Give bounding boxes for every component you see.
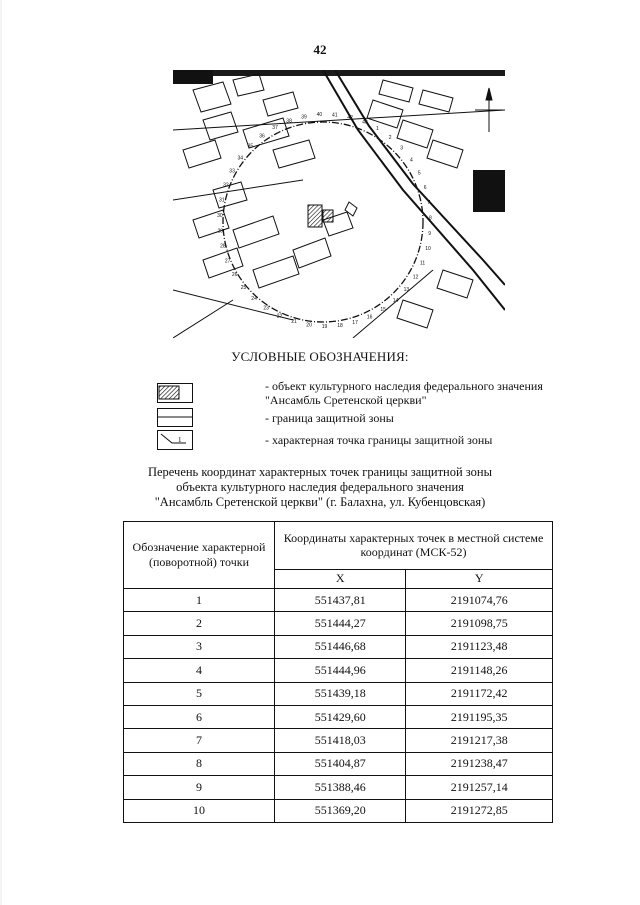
cell-y: 2191238,47 — [406, 752, 553, 775]
boundary-point-label: 38 — [286, 118, 292, 125]
legend-symbol-hatched — [157, 383, 193, 403]
coordinates-table — [123, 521, 553, 823]
cell-n: 5 — [124, 682, 275, 705]
cell-n: 1 — [124, 589, 275, 612]
boundary-point-label: 34 — [237, 155, 244, 162]
heritage-object-2 — [323, 210, 333, 222]
boundary-point-label: 16 — [366, 314, 373, 321]
boundary-point-label: 35 — [247, 143, 254, 150]
col-y-header: Y — [406, 569, 553, 588]
svg-text:1: 1 — [178, 436, 182, 444]
boundary-point-label: 6 — [423, 185, 427, 191]
boundary-point-label: 30 — [217, 212, 223, 219]
table-row — [124, 659, 553, 682]
boundary-point-label: 3 — [400, 145, 403, 152]
cell-x: 551437,81 — [275, 589, 406, 612]
cell-x: 551418,03 — [275, 729, 406, 752]
boundary-point-label: 4 — [410, 157, 413, 164]
cell-x: 551444,96 — [275, 659, 406, 682]
list-title-line3: "Ансамбль Сретенской церкви" (г. Балахна, ул. Кубенцовская) — [154, 495, 486, 509]
boundary-point-label: 39 — [301, 114, 307, 121]
legend-title: УСЛОВНЫЕ ОБОЗНАЧЕНИЯ: — [231, 349, 409, 364]
cell-y: 2191148,26 — [406, 659, 553, 682]
cell-y: 2191217,38 — [406, 729, 553, 752]
cell-n: 9 — [124, 776, 275, 799]
cell-y: 2191074,76 — [406, 589, 553, 612]
boundary-point-label: 11 — [420, 260, 426, 267]
map-dark-corner — [173, 70, 213, 84]
hatched-object-icon — [158, 384, 192, 402]
boundary-point-label: 12 — [412, 274, 419, 281]
list-title-line1: Перечень координат характерных точек границы защитной зоны — [147, 465, 493, 479]
cell-x: 551388,46 — [275, 776, 406, 799]
col-point-header: Обозначение характерной (поворотной) точки — [124, 522, 275, 589]
cell-x: 551439,18 — [275, 682, 406, 705]
building-parcels — [173, 74, 505, 338]
boundary-point-label: 28 — [220, 243, 226, 250]
boundary-point-label: 20 — [306, 322, 312, 329]
table-row — [124, 612, 553, 635]
legend-symbol-point — [157, 430, 193, 450]
boundary-point-label: 5 — [417, 170, 421, 177]
boundary-point-label: 8 — [429, 215, 432, 222]
legend-text-object: - объект культурного наследия федерального значения "Ансамбль Сретенской церкви" — [265, 379, 543, 407]
boundary-point-label: 2 — [388, 134, 392, 141]
heritage-object — [308, 205, 322, 227]
cell-y: 2191195,35 — [406, 705, 553, 728]
boundary-point-label: 21 — [291, 319, 297, 326]
north-arrow — [475, 88, 503, 132]
boundary-point-label: 24 — [251, 296, 257, 303]
boundary-point-label: 42 — [347, 114, 353, 121]
col-coords-header: Координаты характерных точек в местной системе координат (МСК-52) — [275, 522, 553, 570]
table-row — [124, 705, 553, 728]
table-row — [124, 799, 553, 822]
cell-n: 7 — [124, 729, 275, 752]
cell-y: 2191172,42 — [406, 682, 553, 705]
cell-x: 551444,27 — [275, 612, 406, 635]
boundary-point-label: 14 — [392, 297, 399, 304]
cell-x: 551429,60 — [275, 705, 406, 728]
boundary-point-label: 19 — [321, 324, 328, 330]
legend-text-point: - характерная точка границы защитной зоны — [265, 433, 493, 447]
cell-n: 8 — [124, 752, 275, 775]
cell-x: 551446,68 — [275, 635, 406, 658]
boundary-point-label: 1 — [376, 126, 379, 133]
boundary-point-label: 18 — [337, 323, 343, 330]
legend-text-boundary: - граница защитной зоны — [265, 411, 394, 425]
cell-y: 2191123,48 — [406, 635, 553, 658]
cell-n: 3 — [124, 635, 275, 658]
cell-x: 551404,87 — [275, 752, 406, 775]
boundary-point-label: 40 — [316, 112, 323, 119]
boundary-point-label: 31 — [219, 197, 225, 204]
boundary-point-label: 26 — [231, 272, 238, 279]
boundary-point-label: 10 — [425, 246, 431, 253]
scan-edge — [0, 0, 2, 905]
table-row — [124, 635, 553, 658]
boundary-point-label: 25 — [240, 284, 247, 291]
boundary-point-label: 17 — [352, 319, 358, 326]
cell-n: 4 — [124, 659, 275, 682]
cell-x: 551369,20 — [275, 799, 406, 822]
col-x-header: X — [275, 569, 406, 588]
table-row — [124, 682, 553, 705]
boundary-point-label: 9 — [428, 230, 431, 237]
page-number: 42 — [313, 42, 327, 57]
table-row — [124, 752, 553, 775]
boundary-point-label: 29 — [217, 228, 224, 235]
table-row — [124, 776, 553, 799]
boundary-point-label: 33 — [229, 168, 235, 175]
boundary-point-icon — [158, 431, 192, 449]
table-row — [124, 589, 553, 612]
cell-y: 2191098,75 — [406, 612, 553, 635]
boundary-point-label: 13 — [403, 286, 410, 293]
boundary-point-label: 32 — [223, 182, 229, 189]
cadastral-map — [173, 70, 505, 338]
list-title-line2: объекта культурного наследия федерального значения — [176, 480, 464, 494]
cell-y: 2191272,85 — [406, 799, 553, 822]
cell-y: 2191257,14 — [406, 776, 553, 799]
boundary-line-icon — [158, 409, 192, 426]
boundary-point-label: 37 — [272, 124, 278, 131]
boundary-point-label: 7 — [427, 200, 431, 206]
cell-n: 2 — [124, 612, 275, 635]
coordinates-list-title — [0, 465, 640, 510]
boundary-point-label: 36 — [259, 133, 265, 140]
boundary-point-label: 22 — [276, 313, 283, 320]
boundary-point-label: 15 — [380, 307, 386, 314]
boundary-point-label: 27 — [224, 258, 231, 265]
map-dark-block-right — [473, 170, 505, 212]
legend-symbol-boundary — [157, 408, 193, 427]
cell-n: 10 — [124, 799, 275, 822]
boundary-point-label: 41 — [332, 112, 338, 119]
cell-n: 6 — [124, 705, 275, 728]
boundary-point-label: 23 — [263, 305, 269, 312]
table-row — [124, 729, 553, 752]
boundary-point-label: 43 — [362, 119, 368, 126]
heritage-object-3 — [345, 202, 357, 216]
